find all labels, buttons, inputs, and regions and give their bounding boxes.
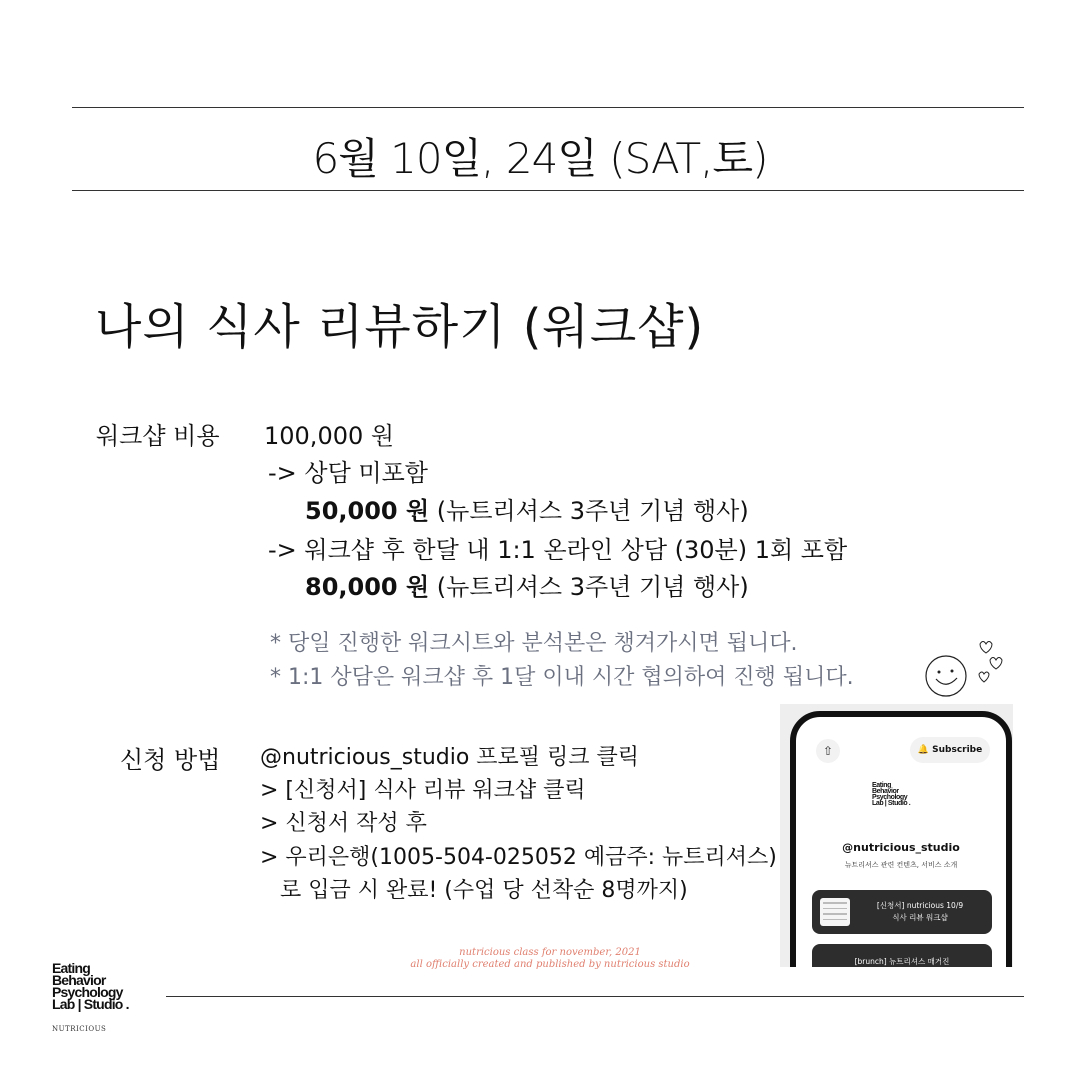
- card-subtitle: 식사 리뷰 워크샵: [892, 913, 948, 922]
- footer-credit: [0, 947, 1080, 971]
- date-divider: [72, 190, 1024, 191]
- logo-line: Lab | Studio .: [52, 996, 129, 1012]
- bottom-divider: [166, 996, 1024, 997]
- fee-option2: [305, 567, 749, 602]
- apply-step-1: @nutricious_studio 프로필 링크 클릭: [260, 745, 640, 770]
- profile-logo-line: Eating: [872, 782, 891, 789]
- card-thumbnail: [820, 898, 850, 926]
- note-worksheet: * 당일 진행한 워크시트와 분석본은 챙겨가시면 됩니다.: [270, 631, 798, 656]
- apply-step-5: 로 입금 시 완료! (수업 당 선착순 8명까지): [280, 878, 688, 903]
- profile-logo-line: Lab | Studio .: [872, 800, 911, 807]
- card-title: [신청서] nutricious 10/9: [876, 901, 964, 910]
- footer-line-1: nutricious class for november, 2021: [459, 947, 641, 958]
- subscribe-button[interactable]: [910, 737, 990, 763]
- logo-line: Psychology: [52, 984, 123, 1000]
- apply-step-3: > 신청서 작성 후: [260, 811, 427, 836]
- apply-label: 신청 방법: [120, 746, 221, 774]
- apply-step-4: > 우리은행(1005-504-025052 예금주: 뉴트리셔스): [260, 845, 777, 870]
- fee-option2-desc: -> 워크샵 후 한달 내 1:1 온라인 상담 (30분) 1회 포함: [268, 536, 848, 564]
- logo-line: Eating: [52, 960, 90, 976]
- fee-label: 워크샵 비용: [96, 422, 220, 450]
- fee-option1-desc: -> 상담 미포함: [268, 459, 428, 487]
- note-consult: * 1:1 상담은 워크샵 후 1달 이내 시간 협의하여 진행 됩니다.: [270, 665, 854, 690]
- phone-frame: [790, 711, 1012, 967]
- fee-base-price: 100,000 원: [264, 422, 395, 450]
- fee-option1-event: (뉴트리셔스 3주년 기념 행사): [436, 497, 749, 525]
- fee-option2-price: 80,000 원: [305, 573, 430, 601]
- profile-logo-line: Behavior: [872, 788, 899, 795]
- profile-logo-line: Psychology: [872, 794, 908, 801]
- event-date: 6월 10일, 24일 (SAT,토): [312, 134, 768, 183]
- profile-handle: @nutricious_studio: [842, 841, 960, 854]
- heart-icon: [979, 672, 989, 682]
- link-card-application[interactable]: [812, 890, 992, 934]
- profile-description: 뉴트리셔스 관련 컨텐츠, 서비스 소개: [844, 861, 958, 869]
- bell-icon: 🔔: [917, 745, 929, 755]
- brand-name: NUTRICIOUS: [52, 1025, 107, 1033]
- logo-line: Behavior: [52, 972, 106, 988]
- card-title: [brunch] 뉴트리셔스 매거진: [854, 957, 950, 966]
- fee-option1-price: 50,000 원: [305, 497, 430, 525]
- workshop-title: 나의 식사 리뷰하기 (워크샵): [95, 299, 705, 355]
- heart-icon: [980, 642, 992, 654]
- smiley-face-icon: [926, 656, 966, 696]
- footer-line-2: all officially created and published by nutricious studio: [410, 959, 690, 970]
- heart-icon: [990, 658, 1002, 670]
- phone-screenshot: [780, 704, 1013, 967]
- profile-logo: [872, 783, 910, 807]
- smiley-hearts-doodle: [918, 636, 1010, 698]
- fee-option1: [305, 491, 749, 526]
- fee-option2-event: (뉴트리셔스 3주년 기념 행사): [436, 573, 749, 601]
- top-divider: [72, 107, 1024, 108]
- subscribe-label: Subscribe: [932, 745, 983, 755]
- apply-step-2: > [신청서] 식사 리뷰 워크샵 클릭: [260, 778, 586, 803]
- share-icon[interactable]: ⇧: [816, 739, 840, 763]
- studio-logo: [52, 962, 129, 1010]
